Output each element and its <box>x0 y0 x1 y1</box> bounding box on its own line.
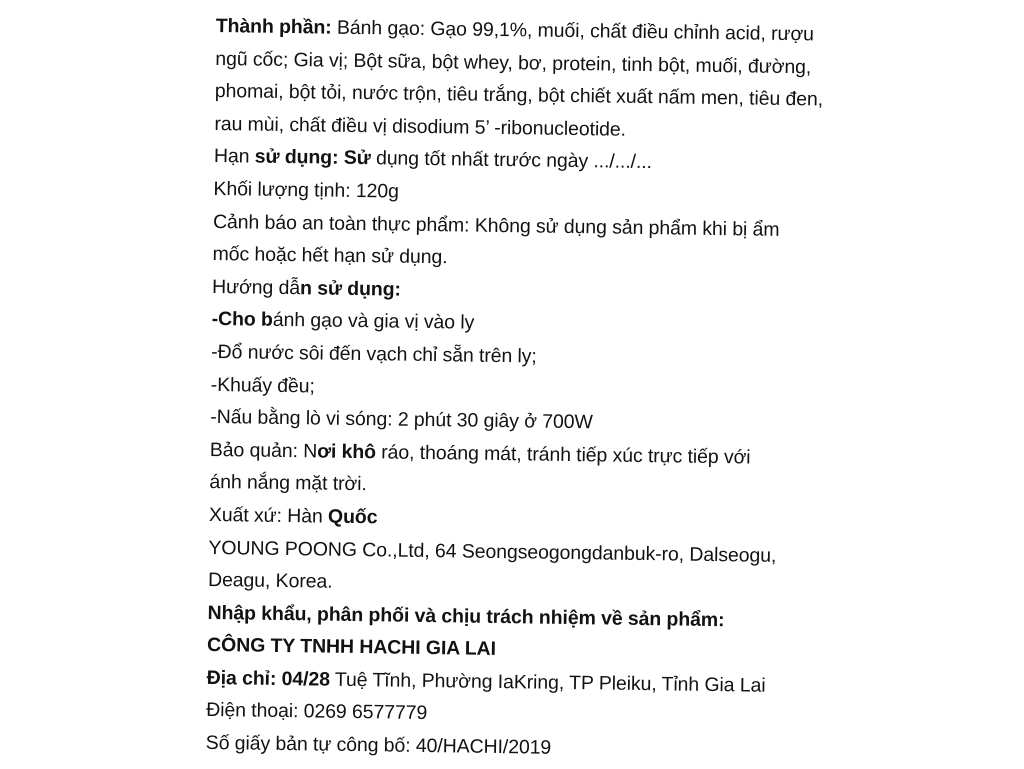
label-text-segment: CÔNG TY TNHH HACHI GIA LAI <box>206 634 497 661</box>
label-text-segment: Điện thoại: 0269 6577779 <box>206 699 428 725</box>
label-text-segment: mốc hoặc hết hạn sử dụng. <box>212 243 448 269</box>
label-text-segment: -Nấu bằng lò vi sóng: 2 phút 30 giây ở 700W <box>210 406 593 434</box>
label-text-segment: n sử dụng: <box>299 276 402 301</box>
label-text-segment: -Đổ nước sôi đến vạch chỉ sẵn trên ly; <box>211 340 537 368</box>
label-text-segment: ánh nắng mặt trời. <box>209 471 367 496</box>
label-text-segment: Cảnh báo an toàn thực phẩm: Không sử dụng sản phẩm khi bị ẩm <box>212 210 780 241</box>
label-text-segment: Quốc <box>327 505 378 529</box>
label-text-segment: ơi khô <box>317 440 377 463</box>
label-text-segment: Số giấy bản tự công bố: 40/HACHI/2019 <box>205 731 552 759</box>
label-text-segment: YOUNG POONG Co.,Ltd, 64 Seongseogongdanbuk-ro, Dalseogu, <box>208 536 777 567</box>
label-text-segment: ánh gạo và gia vị vào ly <box>272 309 475 334</box>
label-text-segment: ráo, thoáng mát, tránh tiếp xúc trực tiếp với <box>375 440 751 469</box>
label-text-segment: Địa chỉ: 04/28 <box>206 666 331 691</box>
label-text-segment: Khối lượng tịnh: 120g <box>213 177 399 203</box>
label-text-segment: Nhập khẩu, phân phối và chịu trách nhiệm về sản phẩm: <box>207 601 725 631</box>
label-text-segment: sử dụng: Sử <box>254 145 371 170</box>
label-text-segment: ngũ cốc; Gia vị; Bột sữa, bột whey, bơ, protein, tinh bột, muối, đường, <box>215 47 812 78</box>
product-label-text <box>206 10 856 769</box>
label-text-segment: phomai, bột tỏi, nước trộn, tiêu trắng, bột chiết xuất nấm men, tiêu đen, <box>214 80 824 111</box>
label-text-segment: dụng tốt nhất trước ngày .../.../... <box>370 147 653 174</box>
label-text-segment: -Cho b <box>211 308 273 332</box>
label-text-segment: Hướng dẫ <box>211 275 301 299</box>
label-text-segment: Hạn <box>213 145 255 168</box>
label-text-segment: Bảo quản: N <box>209 438 318 463</box>
label-text-segment: Thành phần: <box>215 14 332 39</box>
label-text-segment: Xuất xứ: Hàn <box>208 503 329 528</box>
label-text-segment: Bánh gạo: Gạo 99,1%, muối, chất điều chỉnh acid, rượu <box>331 16 814 46</box>
label-text-segment: Deagu, Korea. <box>207 569 333 593</box>
label-text-segment: rau mùi, chất điều vị disodium 5’ -ribonucleotide. <box>214 112 627 141</box>
label-text-segment: Tuệ Tĩnh, Phường IaKring, TP Pleiku, Tỉnh Gia Lai <box>329 668 766 697</box>
label-text-segment: -Khuấy đều; <box>210 373 315 397</box>
